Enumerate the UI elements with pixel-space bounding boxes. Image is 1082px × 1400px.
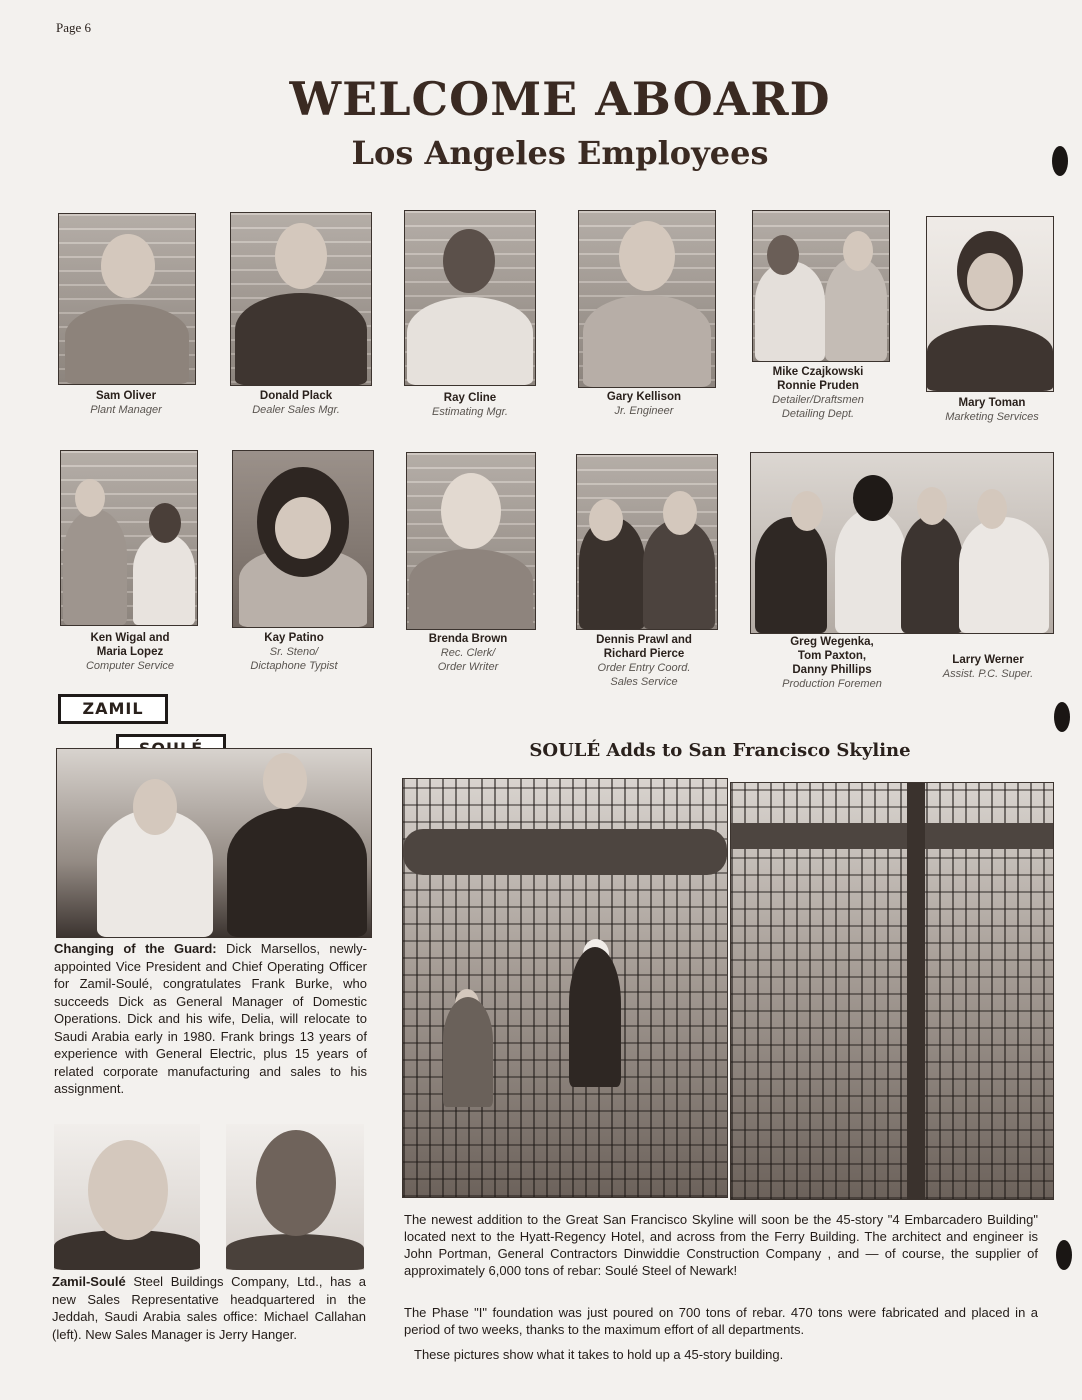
employee-name: Dennis Prawl and Richard Pierce — [596, 634, 692, 660]
photo-rebar-workers — [402, 778, 728, 1198]
employee-role: Detailer/Draftsmen Detailing Dept. — [772, 394, 864, 420]
caption-row2-4 — [564, 633, 724, 689]
photo-ray-cline — [404, 210, 536, 386]
photo-changing-of-the-guard — [56, 748, 372, 938]
photo-brenda-brown — [406, 452, 536, 630]
pipe-shape — [403, 829, 727, 875]
employee-role: Sr. Steno/ Dictaphone Typist — [250, 646, 338, 672]
page-number: Page 6 — [56, 20, 92, 35]
binder-hole-middle — [1054, 702, 1070, 732]
employee-name: Sam Oliver — [95, 390, 157, 402]
employee-name: Mary Toman — [958, 397, 1026, 409]
employee-name: Ray Cline — [443, 392, 497, 404]
caption-row1-3 — [390, 391, 550, 419]
employee-role: Assist. P.C. Super. — [942, 668, 1034, 680]
employee-name: Brenda Brown — [428, 633, 508, 645]
employee-role: Jr. Engineer — [614, 405, 674, 417]
employee-role: Production Foremen — [782, 678, 882, 690]
skyline-paragraph-3: These pictures show what it takes to hold up a 45-story building. — [414, 1347, 784, 1362]
employee-name: Greg Wegenka, Tom Paxton, Danny Phillips — [790, 636, 874, 676]
column-shape — [907, 783, 925, 1199]
photo-sam-oliver — [58, 213, 196, 385]
photo-gary-kellison — [578, 210, 716, 388]
employee-role: Order Entry Coord. Sales Service — [597, 662, 691, 688]
employee-role: Computer Service — [85, 660, 175, 672]
skyline-paragraph-2: The Phase "I" foundation was just poured on 700 tons of rebar. 470 tons were fabricated and placed in a period of two weeks, thanks to the maximum effort of all departments. — [404, 1305, 1038, 1337]
photo-kay-patino — [232, 450, 374, 628]
photo-donald-plack — [230, 212, 372, 386]
employee-role: Plant Manager — [90, 404, 162, 416]
caption-row1-6 — [912, 396, 1072, 424]
beam-shape — [731, 823, 1053, 849]
zamil-caption-text: Steel Buildings Company, Ltd., has a new Sales Representative headquartered in the Jeddah, Saudi Arabia sales office: Michael Callahan (left). New Sales Manager is Jerry Hanger. — [52, 1274, 366, 1342]
employee-name: Gary Kellison — [606, 391, 682, 403]
skyline-paragraph-1: The newest addition to the Great San Francisco Skyline will soon be the 45-story "4 Embarcadero Building" located next to the Hyatt-Regency Hotel, and across from the Ferry Building. The architect and engineer is John Portman, General Contractors Dinwiddie Construction Company , and — of course, the supplier of approximately 6,000 tons of rebar: Soulé Steel of Newark! — [404, 1212, 1038, 1278]
photo-michael-callahan — [54, 1124, 200, 1270]
employee-name: Donald Plack — [259, 390, 333, 402]
photo-ken-wigal-maria-lopez — [60, 450, 198, 626]
caption-row2-3 — [388, 632, 548, 674]
zamil-caption — [52, 1273, 366, 1343]
caption-row1-4 — [564, 390, 724, 418]
employee-role: Marketing Services — [945, 411, 1039, 423]
caption-row2-2 — [214, 631, 374, 673]
caption-row1-1 — [46, 389, 206, 417]
page-title: WELCOME ABOARD — [289, 72, 831, 126]
binder-hole-top — [1052, 146, 1068, 176]
guard-caption-lead: Changing of the Guard: — [54, 941, 217, 956]
skyline-title: SOULÉ Adds to San Francisco Skyline — [529, 740, 911, 761]
caption-row1-2 — [216, 389, 376, 417]
photo-mike-czajkowski-ronnie-pruden — [752, 210, 890, 362]
employee-name: Larry Werner — [952, 654, 1024, 666]
caption-row2-1 — [50, 631, 210, 673]
logo-line-1: ZAMIL — [58, 694, 168, 724]
employee-name: Kay Patino — [264, 632, 324, 644]
guard-caption — [54, 940, 367, 1098]
employee-name: Mike Czajkowski Ronnie Pruden — [772, 366, 864, 392]
caption-row1-5 — [738, 365, 898, 421]
employee-role: Dealer Sales Mgr. — [252, 404, 340, 416]
caption-row2-6 — [912, 653, 1064, 681]
employee-role: Estimating Mgr. — [431, 406, 508, 418]
photo-jerry-hanger — [226, 1124, 364, 1270]
caption-row2-5 — [762, 635, 902, 691]
employee-role: Rec. Clerk/ Order Writer — [437, 647, 499, 673]
zamil-caption-lead: Zamil-Soulé — [52, 1274, 126, 1289]
binder-hole-bottom — [1056, 1240, 1072, 1270]
photo-dennis-prawl-richard-pierce — [576, 454, 718, 630]
photo-production-foremen — [750, 452, 1054, 634]
photo-mary-toman — [926, 216, 1054, 392]
employee-name: Ken Wigal and Maria Lopez — [90, 632, 170, 658]
photo-rebar-foundation — [730, 782, 1054, 1200]
page-subtitle: Los Angeles Employees — [351, 134, 769, 172]
guard-caption-text: Dick Marsellos, newly-appointed Vice President and Chief Operating Officer for Zamil-Soulé, congratulates Frank Burke, who succeeds Dick as General Manager of Domestic Operations. Dick and his wife, Delia, will relocate to Saudi Arabia early in 1980. Frank brings 13 years of experience with General Electric, plus 15 years of related corporate manufacturing and sales to his assignment. — [54, 941, 367, 1096]
